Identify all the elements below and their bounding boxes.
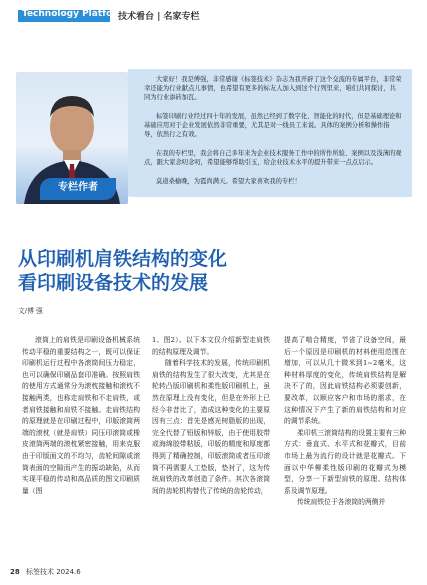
header-platform-label: Technology Platform: [22, 9, 127, 19]
article-title-line-2: 看印刷设备技术的发展: [18, 272, 209, 294]
body-paragraph: 柔印机三滚筒结构的设置主要有三种方式：垂直式、水平式和花瓣式，目前市场上最为流行的设计就是花瓣式。下面以中华柳柔性版印刷的花瓣式为模型，分享一下新型肩铁的原理、结构体系及调节原理。: [284, 428, 406, 495]
body-paragraph: 滚筒上的肩铁是印刷设备机械系统传动平稳的重要结构之一，既可以保证印刷机运行过程中各滚筒间压力稳定，也可以确保印刷品套印准确。按照肩铁的使用方式通常分为滚枕接触和滚枕不接触两类，也称走肩铁和不走肩铁，或者肩铁接触和肩铁不接触。走肩铁结构的原理就是在印刷过程中，印版滚筒两端的滚枕（就是肩铁）同压印滚筒或橡皮滚筒两端的滚枕紧密接触，用来克服由于印版面文的不均匀，齿轮间隙或滚筒表面的空隙而产生的振动缺陷，从而实现平稳的传动和高品质的图文印刷质量（图: [22, 336, 140, 495]
author-tag: [40, 178, 116, 200]
intro-paragraph: 在我的专栏里，我会将自己多年来为企业技术服务工作中的所作所验、案例以及浅薄的观点，跟大家念叨念叨，希望能够帮助引玉，给企业技术水平的提升带来一点点启示。: [144, 150, 402, 167]
body-paragraph: 1、图2）。以下本文仅介绍新型走肩铁的结构原理及调节。: [152, 336, 270, 356]
intro-paragraph: 标签印刷行业经过四十年的发展，虽然已经到了数字化、智能化的时代，但是基础理论和基础应用对于企业发展依然非常重要，尤其是对一线员工来说。具体的案例分析和操作指导，依然行之有效。: [144, 113, 402, 139]
page-header: [0, 0, 427, 30]
page-footer: [10, 567, 81, 577]
intro-paragraph: 莫道桑榆晚，为霞尚满天。希望大家喜欢我的专栏！: [156, 178, 301, 185]
page-number: 28: [10, 568, 20, 576]
byline: 文/傅 强: [18, 307, 43, 315]
article-title-line-1: 从印刷机肩铁结构的变化: [18, 248, 228, 270]
journal-issue: 标签技术 2024.6: [25, 568, 81, 576]
header-section-label: 技术看台 | 名家专栏: [118, 12, 200, 22]
author-intro-box: [128, 69, 412, 197]
author-tag-label: 专栏作者: [58, 182, 98, 193]
body-column-2: [152, 335, 270, 497]
body-paragraph: 传统肩铁位于各滚筒的两侧并: [297, 498, 386, 507]
body-column-3: [284, 335, 406, 509]
intro-paragraph: 大家好！我是傅强，非常感谢《标签技术》杂志为我开辟了这个交流的专属平台，非常荣幸还能为行业献点儿事情，也希望有更多的标友人加入到这个行列里来，咱们共同探讨，共同为行业添砖加瓦。: [144, 76, 402, 102]
body-column-1: [22, 335, 140, 497]
body-paragraph: 随着科学技术的发展，传统印刷机肩铁的结构发生了很大改变，尤其是在轮转凸版印刷机和柔性版印刷机上，虽然在原理上没有变化，但是在外形上已经今非昔比了，造成这种变化的主要原因有三点：首先是感光树脂版的出现，完全代替了铅版和锌版，由于使用胶带或海绵胶带粘版，印版的精度和厚度都得到了精确控制，印版滚筒或者压印滚筒不再需要人工垫版，垫衬了，这为传统肩铁的改革创造了条件。其次各滚筒间的齿轮机构替代了传统的齿轮传动，: [152, 359, 270, 495]
body-paragraph: 提高了啮合精度，节省了设备空间，最后一个原因是印刷机的材料使用范围在增加，可以从几十微米到1~2毫米，这种材料厚度的变化，传统肩铁结构是解决不了的，因此肩铁结构必须要创新，要改革，以顺应客户和市场的需求，在这种情况下产生了新的肩铁结构和对应的调节系统。: [284, 336, 406, 426]
